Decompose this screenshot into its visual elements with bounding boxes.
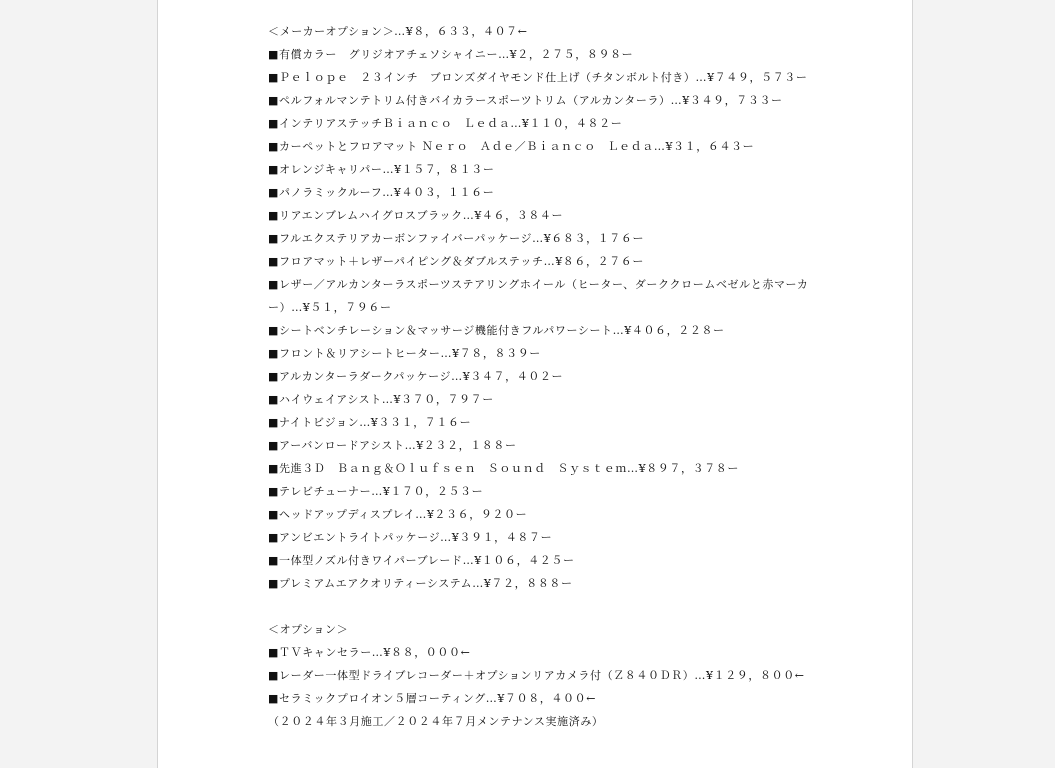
maker-options-heading: ＜メーカーオプション＞…¥８，６３３，４０７← — [268, 25, 528, 38]
maker-option-item: ■オレンジキャリパー…¥１５７，８１３ー — [268, 163, 495, 176]
maker-option-item: ■インテリアステッチＢｉａｎｃｏ Ｌｅｄａ…¥１１０，４８２ー — [268, 117, 623, 130]
options-heading: ＜オプション＞ — [268, 623, 349, 636]
maker-option-item: ■Ｐｅｌｏｐｅ ２３インチ ブロンズダイヤモンド仕上げ（チタンボルト付き）…¥７４９，５７３ー — [268, 71, 808, 84]
maker-option-item: ■カーペットとフロアマット Ｎｅｒｏ Ａｄｅ／Ｂｉａｎｃｏ Ｌｅｄａ…¥３１，６４３ー — [268, 140, 755, 153]
document-page — [157, 0, 913, 768]
maker-option-item: ■シートベンチレーション＆マッサージ機能付きフルパワーシート…¥４０６，２２８ー — [268, 324, 725, 337]
maker-option-item: ■ペルフォルマンテトリム付きバイカラースポーツトリム（アルカンターラ）…¥３４９，７３３ー — [268, 94, 783, 107]
maker-option-item: ■ハイウェイアシスト…¥３７０，７９７ー — [268, 393, 494, 406]
maker-option-item: ■ヘッドアップディスプレイ…¥２３６，９２０ー — [268, 508, 528, 521]
maker-option-item: ■一体型ノズル付きワイパーブレード…¥１０６，４２５ー — [268, 554, 575, 567]
maker-option-item: ■プレミアムエアクオリティーシステム…¥７２，８８８ー — [268, 577, 573, 590]
maker-option-item: ■アルカンターラダークパッケージ…¥３４７，４０２ー — [268, 370, 564, 383]
maker-option-item: ■アーバンロードアシスト…¥２３２，１８８ー — [268, 439, 517, 452]
maker-option-item: ■テレビチューナー…¥１７０，２５３ー — [268, 485, 484, 498]
maker-option-item: ■レザー／アルカンターラスポーツステアリングホイール（ヒーター、ダーククロームベゼルと赤マーカー）…¥５１，７９６ー — [268, 278, 809, 314]
maker-option-item: ■有償カラー グリジオアチェソシャイニー…¥２，２７５，８９８ー — [268, 48, 634, 61]
maker-option-item: ■パノラミックルーフ…¥４０３，１１６ー — [268, 186, 495, 199]
maker-option-item: ■フロアマット＋レザーパイピング＆ダブルステッチ…¥８６，２７６ー — [268, 255, 644, 268]
options-note: （２０２４年３月施工／２０２４年７月メンテナンス実施済み） — [268, 715, 604, 728]
option-item: ■ＴＶキャンセラー…¥８８，０００← — [268, 646, 471, 659]
option-item: ■セラミックプロイオン５層コーティング…¥７０８，４００← — [268, 692, 597, 705]
maker-option-item: ■ナイトビジョン…¥３３１，７１６ー — [268, 416, 472, 429]
document-body — [268, 20, 828, 733]
maker-option-item: ■フルエクステリアカーボンファイバーパッケージ…¥６８３，１７６ー — [268, 232, 645, 245]
maker-option-item: ■フロント＆リアシートヒーター…¥７８，８３９ー — [268, 347, 541, 360]
maker-option-item: ■アンビエントライトパッケージ…¥３９１，４８７ー — [268, 531, 553, 544]
maker-option-item: ■先進３Ｄ Ｂａｎｇ＆Ｏｌｕｆｓｅｎ Ｓｏｕｎｄ Ｓｙｓｔｅｍ…¥８９７，３７８ー — [268, 462, 739, 475]
option-item: ■レーダー一体型ドライブレコーダー＋オプションリアカメラ付（Ｚ８４０ＤＲ）…¥１２９，８００← — [268, 669, 805, 682]
blank-line — [268, 595, 828, 618]
maker-option-item: ■リアエンブレムハイグロスブラック…¥４６，３８４ー — [268, 209, 564, 222]
